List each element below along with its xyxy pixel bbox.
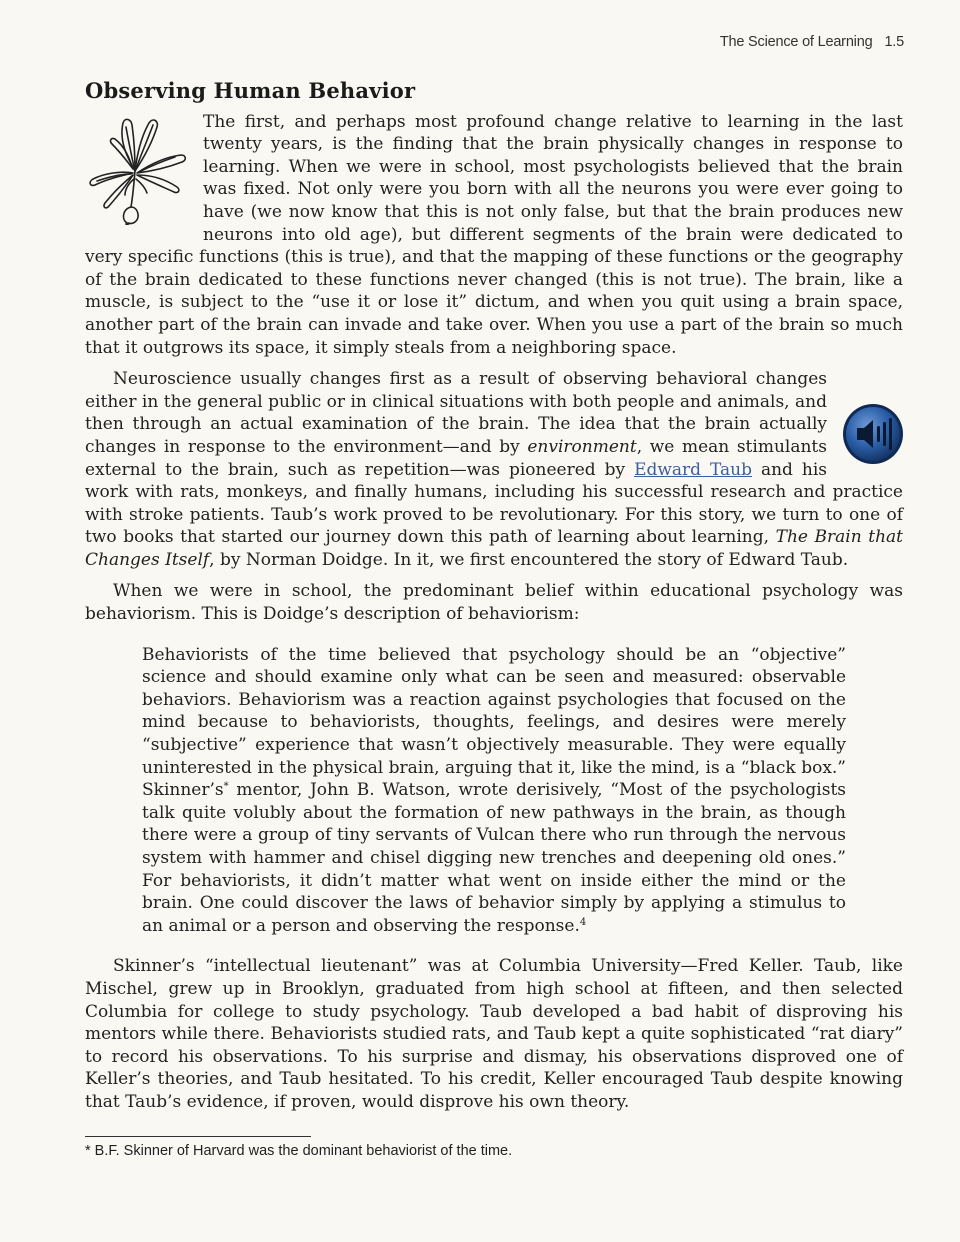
speaker-audio-icon[interactable] bbox=[841, 402, 905, 466]
paragraph-4: Skinner’s “intellectual lieutenant” was at Columbia University—Fred Keller. Taub, like Mischel, grew up in Brooklyn, graduated from high school at fifteen, and then selected Columbia for college to study psychology. Taub developed a bad habit of disproving his mentors while there. Behaviorists studied rats, and Taub kept a quite sophisticated “rat diary” to record his observations. To his surprise and dismay, his observations disproved one of Keller’s theories, and Taub hesitated. To his credit, Keller encouraged Taub despite knowing that Taub’s evidence, if proven, would disprove his own theory. bbox=[85, 956, 903, 1112]
paragraph-2 bbox=[85, 368, 903, 571]
paragraph-2-text-1: Neuroscience usually changes first as a result of observing behavioral changes either in the general public or in clinical situations with both people and animals, and then through an actual examination of the brain. The idea that the brain actually changes in response to the environment—and by bbox=[85, 369, 827, 457]
paragraph-1: The first, and perhaps most profound change relative to learning in the last twenty years, is the finding that the brain physically changes in response to learning. When we were in school, most psychologists believed that the brain was fixed. Not only were you born with all the neurons you were ever going to have (we now know that this is not only false, but that the brain produces new neurons into old age), but different segments of the brain were dedicated to very specific functions (this is true), and that the mapping of these functions or the geography of the brain dedicated to these functions never changed (this is not true). The brain, like a muscle, is subject to the “use it or lose it” dictum, and when you quit using a brain space, another part of the brain can invade and take over. When you use a part of the brain so much that it outgrows its space, it simply steals from a neighboring space. bbox=[85, 111, 903, 358]
flower-illustration-icon bbox=[85, 113, 189, 225]
paragraph-2-text-4: , by Norman Doidge. In it, we first encountered the story of Edward Taub. bbox=[209, 549, 849, 570]
footnote-marker: * bbox=[223, 781, 229, 793]
paragraph-2-text-3: and his work with rats, monkeys, and finally humans, including his successful research and practice with stroke patients. Taub’s work proved to be revolutionary. For this story, we turn to one of two books that started our journey down this path of learning about learning, bbox=[85, 459, 903, 548]
main-content bbox=[85, 80, 903, 1114]
section-title: Observing Human Behavior bbox=[85, 78, 416, 103]
book-title: The Science of Learning bbox=[719, 34, 873, 50]
paragraph-3: When we were in school, the predominant belief within educational psychology was behaviorism. This is Doidge’s description of behaviorism: bbox=[85, 581, 903, 625]
quote-text-2: mentor, John B. Watson, wrote derisively, “Most of the psychologists talk quite volubly about the formation of new pathways in the brain, as though there were a group of tiny servants of Vulcan there who run through the nervous system with hammer and chisel digging new trenches and deepening old ones.” For behaviorists, it didn’t matter what went on inside either the mind or the brain. One could discover the laws of behavior simply by applying a stimulus to an animal or a person and observing the response. bbox=[142, 780, 846, 936]
paragraph-2-environment-italic: environment bbox=[527, 436, 637, 457]
quote-text-1: Behaviorists of the time believed that psychology should be an “objective” science and should examine only what can be seen and measured: observable behaviors. Behaviorism was a reaction against psychologies that focused on the mind because to behaviorists, thoughts, feelings, and desires were merely “subjective” experience that wasn’t objectively measurable. They were equally uninterested in the physical brain, arguing that it, like the mind, is a “black box.” Skinner’s bbox=[142, 644, 846, 801]
running-header bbox=[720, 34, 904, 50]
block-quote bbox=[142, 644, 846, 938]
edward-taub-link[interactable]: Edward Taub bbox=[634, 459, 752, 480]
footnote: * B.F. Skinner of Harvard was the dominant behaviorist of the time. bbox=[85, 1143, 513, 1159]
paragraph-2-text-2: , we mean stimulants external to the brain, such as repetition—was pioneered by bbox=[85, 436, 827, 480]
page-number: 1.5 bbox=[884, 34, 904, 50]
endnote-marker: 4 bbox=[579, 916, 587, 928]
footnote-divider bbox=[85, 1136, 311, 1137]
book-title-italic: The Brain that Changes Itself bbox=[85, 527, 903, 570]
